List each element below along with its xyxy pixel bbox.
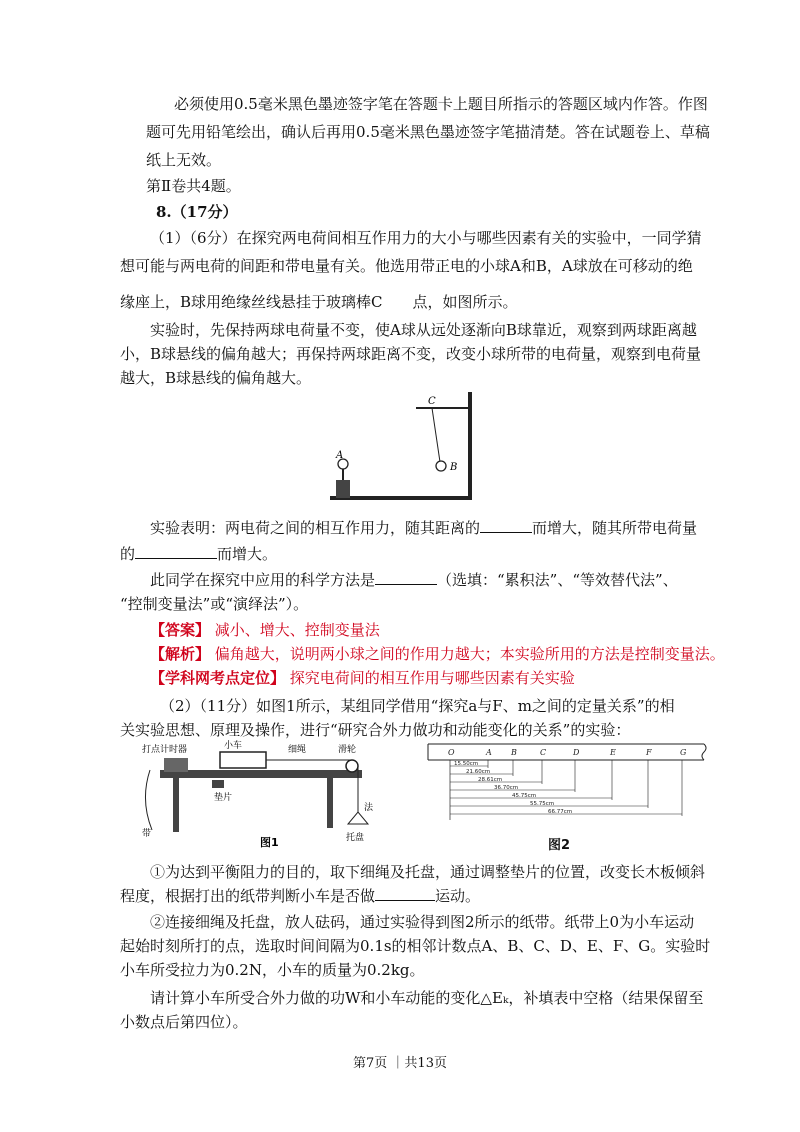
point-f: F bbox=[646, 748, 652, 757]
step2-line-1: ②连接细绳及托盘，放人砝码，通过实验得到图2所示的纸带。纸带上0为小车运动 bbox=[150, 913, 695, 931]
blank-method[interactable] bbox=[375, 570, 437, 585]
dist-oc: 28.61cm bbox=[478, 777, 503, 783]
label-weight: 法 bbox=[364, 803, 374, 813]
point-d: D bbox=[573, 748, 580, 757]
knowledge-point-tag: 【学科网考点定位】 bbox=[150, 669, 286, 687]
step1-text-b: 运动。 bbox=[435, 887, 481, 905]
dist-od: 36.70cm bbox=[494, 785, 519, 791]
fill-text-3b: （选填：“累积法”、“等效替代法”、 bbox=[437, 571, 678, 589]
page-footer: 第7页 ｜共13页 bbox=[353, 1056, 447, 1071]
part1-line-4: 实验时，先保持两球电荷量不变，使A球从远处逐渐向B球靠近，观察到两球距离越 bbox=[150, 321, 697, 339]
charge-experiment-figure bbox=[320, 388, 480, 510]
part2-line-1: （2）（11分）如图1所示，某组同学借用“探究a与F、m之间的定量关系”的相 bbox=[160, 697, 675, 715]
label-car: 小车 bbox=[224, 741, 243, 751]
label-b: B bbox=[450, 462, 458, 473]
fill-line-1 bbox=[150, 518, 697, 538]
fill-text-1b: 而增大，随其所带电荷量 bbox=[532, 519, 698, 537]
figure-1-caption: 图1 bbox=[260, 836, 279, 849]
label-a: A bbox=[336, 450, 344, 461]
instruction-line-1: 必须使用0.5毫米黑色墨迹签字笔在答题卡上题目所指示的答题区域内作答。作图 bbox=[174, 95, 708, 113]
step3-line-2: 小数点后第四位）。 bbox=[120, 1013, 248, 1031]
label-c: C bbox=[428, 396, 436, 407]
paper-tape-figure bbox=[420, 740, 710, 830]
point-c: C bbox=[540, 748, 547, 757]
cart-apparatus-figure bbox=[140, 740, 376, 852]
step1-text-a: 程度，根据打出的纸带判断小车是否做 bbox=[120, 887, 376, 905]
point-g: G bbox=[680, 748, 687, 757]
step1-line-2 bbox=[120, 886, 480, 906]
label-timer: 打点计时器 bbox=[142, 745, 188, 755]
dist-oa: 15.50cm bbox=[454, 761, 479, 767]
answer-line bbox=[150, 620, 380, 640]
knowledge-point-line bbox=[150, 668, 575, 688]
blank-distance[interactable] bbox=[480, 518, 532, 533]
part1-line-3: 缘座上，B球用绝缘丝线悬挂于玻璃棒C 点，如图所示。 bbox=[120, 293, 518, 311]
part1-line-6: 越大，B球悬线的偏角越大。 bbox=[120, 369, 312, 387]
question-8-title: 8.（17分） bbox=[156, 203, 238, 221]
knowledge-point-text: 探究电荷间的相互作用与哪些因素有关实验 bbox=[289, 669, 575, 687]
point-a: A bbox=[486, 748, 492, 757]
figure-2-caption: 图2 bbox=[548, 838, 571, 853]
fill-text-2b: 而增大。 bbox=[217, 545, 278, 563]
fill-line-2 bbox=[120, 544, 277, 564]
instruction-line-2: 题可先用铅笔绘出，确认后再用0.5毫米黑色墨迹签字笔描清楚。答在试题卷上、草稿 bbox=[146, 123, 710, 141]
label-tape: 带 bbox=[142, 829, 152, 839]
point-o: O bbox=[448, 748, 455, 757]
step1-line-1: ①为达到平衡阻力的目的，取下细绳及托盘，通过调整垫片的位置，改变长木板倾斜 bbox=[150, 863, 706, 881]
label-tray: 托盘 bbox=[346, 833, 365, 843]
point-e: E bbox=[610, 748, 616, 757]
part2-line-2: 关实验思想、原理及操作，进行“研究合外力做功和动能变化的关系”的实验： bbox=[120, 721, 631, 739]
dist-of: 55.75cm bbox=[530, 801, 555, 807]
fill-line-4: “控制变量法”或“演绎法”）。 bbox=[120, 595, 309, 613]
fill-text-2a: 的 bbox=[120, 545, 136, 563]
blank-charge[interactable] bbox=[135, 544, 217, 559]
part1-line-5: 小，B球悬线的偏角越大；再保持两球距离不变，改变小球所带的电荷量，观察到电荷量 bbox=[120, 345, 702, 363]
analysis-tag: 【解析】 bbox=[150, 645, 211, 663]
part1-line-1: （1）（6分）在探究两电荷间相互作用力的大小与哪些因素有关的实验中，一同学猜 bbox=[150, 229, 702, 247]
instruction-line-3: 纸上无效。 bbox=[146, 151, 222, 169]
fill-text-3a: 此同学在探究中应用的科学方法是 bbox=[150, 571, 376, 589]
dist-og: 66.77cm bbox=[548, 809, 573, 815]
answer-tag: 【答案】 bbox=[150, 621, 211, 639]
dist-oe: 45.75cm bbox=[512, 793, 537, 799]
label-pulley: 滑轮 bbox=[338, 745, 357, 755]
step2-line-3: 小车所受拉力为0.2N，小车的质量为0.2kg。 bbox=[120, 961, 425, 979]
point-b: B bbox=[511, 748, 517, 757]
answer-text: 减小、增大、控制变量法 bbox=[214, 621, 380, 639]
section-note: 第Ⅱ卷共4题。 bbox=[146, 177, 241, 195]
step3-line-1: 请计算小车所受合外力做的功W和小车动能的变化△Eₖ，补填表中空格（结果保留至 bbox=[150, 989, 704, 1007]
dist-ob: 21.60cm bbox=[466, 769, 491, 775]
label-rope: 细绳 bbox=[288, 745, 307, 755]
fill-text-1a: 实验表明：两电荷之间的相互作用力，随其距离的 bbox=[150, 519, 481, 537]
analysis-line bbox=[150, 644, 725, 664]
analysis-text: 偏角越大，说明两小球之间的作用力越大；本实验所用的方法是控制变量法。 bbox=[214, 645, 725, 663]
part1-line-2: 想可能与两电荷的间距和带电量有关。他选用带正电的小球A和B，A球放在可移动的绝 bbox=[120, 257, 693, 275]
blank-motion[interactable] bbox=[375, 886, 435, 901]
label-pad: 垫片 bbox=[214, 793, 233, 803]
step2-line-2: 起始时刻所打的点，选取时间间隔为0.1s的相邻计数点A、B、C、D、E、F、G。实验时 bbox=[120, 937, 711, 955]
fill-line-3 bbox=[150, 570, 678, 590]
